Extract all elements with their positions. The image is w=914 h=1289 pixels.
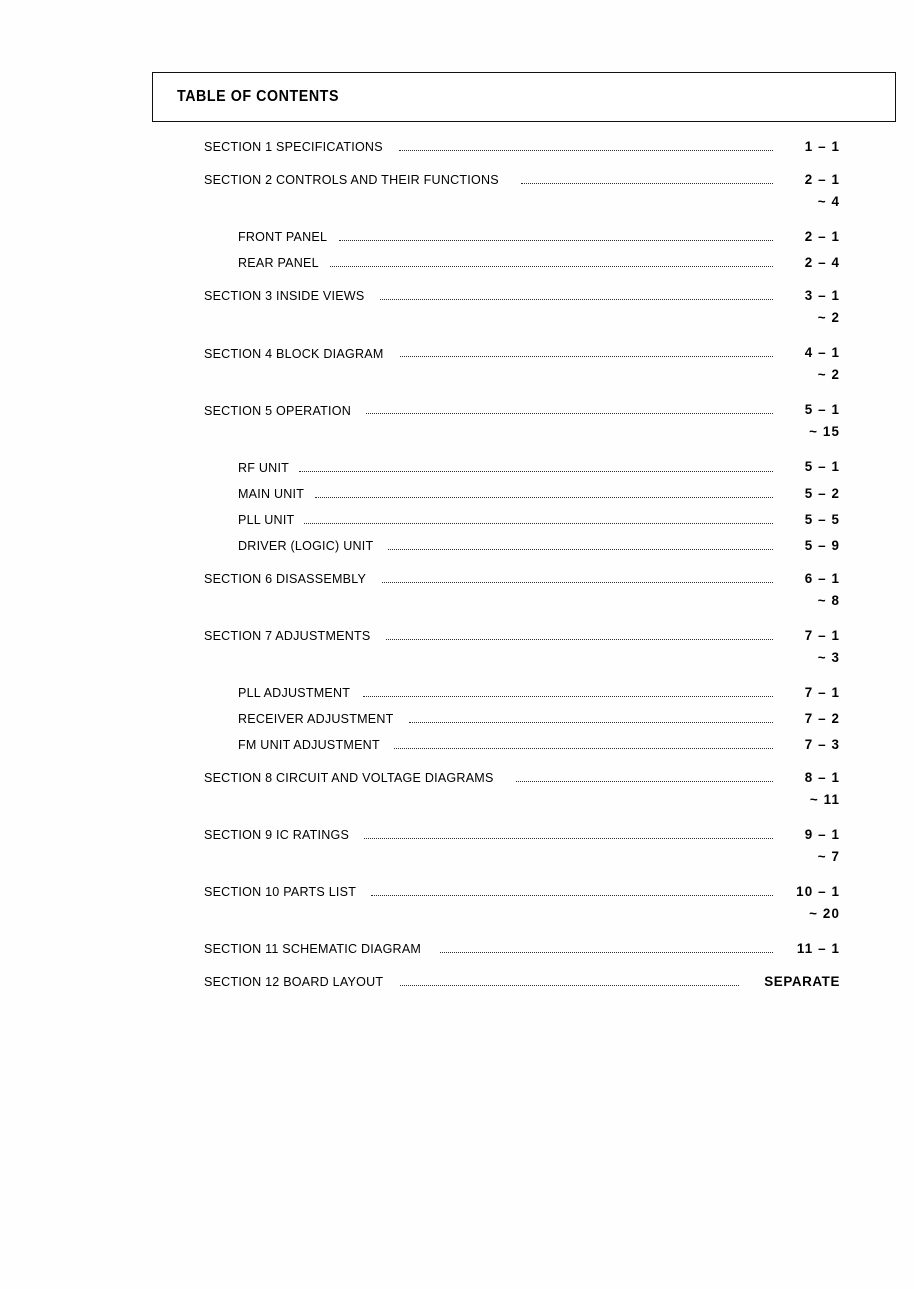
- row-spacer: [0, 527, 914, 539]
- toc-entry-label: [204, 289, 373, 303]
- toc-entry-page-range-end: ~ 4: [817, 194, 840, 210]
- dot-leader: [380, 295, 773, 300]
- toc-entry-label-text: RF UNIT: [238, 459, 290, 475]
- toc-entry[interactable]: [0, 289, 914, 303]
- row-spacer: [0, 726, 914, 738]
- toc-entry-label-text: SECTION 7 ADJUSTMENTS: [204, 627, 371, 643]
- toc-entry[interactable]: [0, 487, 914, 501]
- row-spacer: [0, 553, 914, 572]
- toc-entry[interactable]: [0, 885, 914, 899]
- toc-entry-label-text: SECTION 12 BOARD LAYOUT: [204, 974, 384, 990]
- dot-leader: [399, 146, 773, 151]
- dot-leader: [382, 578, 773, 583]
- toc-entry-label-text: SECTION 4 BLOCK DIAGRAM: [204, 345, 384, 361]
- dot-leader: [315, 493, 773, 498]
- toc-entry-page-number: 9 – 1: [804, 827, 840, 843]
- toc-entry-page-range-continuation: [0, 791, 914, 812]
- toc-entry-page-range-end: ~ 8: [817, 592, 840, 608]
- toc-entry-page-number: 1 – 1: [804, 139, 840, 154]
- toc-entry-label: [204, 885, 364, 899]
- toc-entry-page-range-end: ~ 11: [809, 792, 840, 808]
- toc-entry-page-range-continuation: [0, 592, 914, 613]
- dot-leader: [386, 635, 773, 640]
- dot-leader: [366, 409, 773, 414]
- toc-entry-page-range-end: ~ 3: [817, 649, 840, 665]
- toc-entry-page-range-continuation: [0, 193, 914, 214]
- toc-entry[interactable]: [0, 256, 914, 270]
- table-of-contents-list: [0, 140, 914, 989]
- toc-entry-label: [204, 173, 514, 187]
- toc-entry-page-range-end: ~ 15: [809, 424, 840, 440]
- toc-entry-page-number: 2 – 1: [804, 229, 840, 245]
- row-spacer: [0, 956, 914, 975]
- page-title-text: TABLE OF CONTENTS: [177, 88, 340, 105]
- toc-entry-label-text: MAIN UNIT: [238, 485, 305, 501]
- toc-entry-label: [238, 712, 402, 726]
- toc-entry-page-number: 8 – 1: [804, 770, 840, 785]
- toc-entry-page-number: 5 – 2: [804, 485, 840, 501]
- dot-leader: [394, 744, 773, 749]
- dot-leader: [388, 545, 774, 550]
- toc-entry-label: [204, 404, 359, 418]
- row-spacer: [0, 330, 914, 346]
- toc-entry[interactable]: [0, 346, 914, 360]
- toc-entry-page-number: 2 – 1: [804, 172, 840, 188]
- toc-entry-page-number: 4 – 1: [804, 345, 840, 361]
- row-spacer: [0, 752, 914, 771]
- toc-entry-label-text: RECEIVER ADJUSTMENT: [238, 711, 394, 727]
- toc-entry-page-number: 6 – 1: [804, 570, 840, 586]
- row-spacer: [0, 670, 914, 686]
- toc-entry-label-text: SECTION 3 INSIDE VIEWS: [204, 288, 365, 304]
- toc-entry-label: [238, 738, 387, 752]
- toc-entry-label-text: SECTION 2 CONTROLS AND THEIR FUNCTIONS: [204, 172, 499, 188]
- toc-entry-label: [204, 347, 393, 361]
- toc-entry[interactable]: [0, 686, 914, 700]
- toc-entry-label: [238, 256, 323, 270]
- toc-entry-page-number: 5 – 1: [804, 402, 840, 418]
- toc-entry-page-range-continuation: [0, 905, 914, 926]
- toc-entry-page-number: 2 – 4: [804, 255, 840, 271]
- toc-entry-page-range-continuation: [0, 848, 914, 869]
- dot-leader: [339, 236, 773, 241]
- row-spacer: [0, 154, 914, 173]
- toc-entry-label-text: DRIVER (LOGIC) UNIT: [238, 537, 374, 553]
- row-spacer: [0, 244, 914, 256]
- toc-entry[interactable]: [0, 513, 914, 527]
- toc-entry[interactable]: [0, 771, 914, 785]
- toc-entry-page-range-continuation: [0, 366, 914, 387]
- toc-entry-label: [238, 461, 292, 475]
- toc-entry-page-number: SEPARATE: [764, 974, 840, 990]
- toc-entry-page-number: 3 – 1: [804, 288, 840, 304]
- toc-entry-label: [204, 140, 392, 154]
- toc-entry[interactable]: [0, 975, 914, 989]
- toc-entry[interactable]: [0, 460, 914, 474]
- toc-entry[interactable]: [0, 828, 914, 842]
- toc-entry-label: [238, 686, 356, 700]
- row-spacer: [0, 444, 914, 460]
- toc-entry-label-text: PLL UNIT: [238, 511, 295, 527]
- toc-entry-page-range-continuation: [0, 423, 914, 444]
- toc-entry-label: [204, 771, 509, 785]
- toc-entry-page-number: 7 – 1: [804, 627, 840, 643]
- toc-entry-page-number: 7 – 1: [804, 684, 840, 700]
- dot-leader: [304, 519, 773, 524]
- toc-entry-page-range-end: ~ 2: [817, 310, 840, 326]
- toc-entry-label-text: SECTION 9 IC RATINGS: [204, 827, 350, 843]
- dot-leader: [364, 834, 773, 839]
- toc-entry-label: [238, 539, 381, 553]
- dot-leader: [330, 262, 773, 267]
- toc-entry-label-text: PLL ADJUSTMENT: [238, 685, 351, 701]
- toc-entry[interactable]: [0, 140, 914, 154]
- dot-leader: [409, 718, 773, 723]
- dot-leader: [521, 179, 773, 184]
- dot-leader: [516, 777, 773, 782]
- toc-entry-label-text: FRONT PANEL: [238, 229, 328, 245]
- row-spacer: [0, 869, 914, 885]
- row-spacer: [0, 214, 914, 230]
- toc-entry-label-text: SECTION 10 PARTS LIST: [204, 884, 357, 900]
- toc-entry-label-text: SECTION 6 DISASSEMBLY: [204, 570, 367, 586]
- row-spacer: [0, 475, 914, 487]
- toc-entry-page-range-continuation: [0, 309, 914, 330]
- row-spacer: [0, 387, 914, 403]
- dot-leader: [363, 692, 773, 697]
- toc-entry[interactable]: [0, 629, 914, 643]
- toc-entry[interactable]: [0, 230, 914, 244]
- dot-leader: [371, 891, 773, 896]
- toc-entry-label: [238, 230, 332, 244]
- toc-entry-page-range-end: ~ 20: [809, 906, 840, 922]
- toc-entry-label: [204, 629, 379, 643]
- toc-entry-label-text: SECTION 5 OPERATION: [204, 402, 351, 418]
- toc-entry-label: [204, 942, 433, 956]
- toc-entry-label: [204, 572, 375, 586]
- toc-entry-page-number: 7 – 2: [804, 710, 840, 726]
- toc-entry[interactable]: [0, 403, 914, 417]
- toc-entry-page-range-continuation: [0, 649, 914, 670]
- toc-entry-label-text: FM UNIT ADJUSTMENT: [238, 737, 380, 753]
- toc-entry-label-text: REAR PANEL: [238, 255, 319, 271]
- toc-entry-page-range-end: ~ 7: [817, 849, 840, 865]
- toc-entry-label: [238, 513, 297, 527]
- toc-entry-page-range-end: ~ 2: [817, 367, 840, 383]
- toc-entry-label-text: SECTION 8 CIRCUIT AND VOLTAGE DIAGRAMS: [204, 770, 494, 786]
- toc-entry-page-number: 5 – 9: [804, 537, 840, 553]
- toc-entry-page-number: 5 – 5: [804, 511, 840, 527]
- toc-entry[interactable]: [0, 572, 914, 586]
- toc-entry-label: [204, 975, 393, 989]
- toc-entry-label-text: SECTION 1 SPECIFICATIONS: [204, 139, 383, 155]
- toc-entry[interactable]: [0, 942, 914, 956]
- toc-entry-label: [204, 828, 357, 842]
- page-title: [177, 88, 353, 106]
- row-spacer: [0, 926, 914, 942]
- row-spacer: [0, 812, 914, 828]
- toc-entry[interactable]: [0, 173, 914, 187]
- toc-entry[interactable]: [0, 738, 914, 752]
- toc-entry-page-number: 5 – 1: [804, 459, 840, 475]
- table-of-contents-header-box: [152, 72, 896, 122]
- dot-leader: [400, 981, 739, 986]
- row-spacer: [0, 613, 914, 629]
- row-spacer: [0, 501, 914, 513]
- dot-leader: [400, 352, 773, 357]
- toc-entry-label-text: SECTION 11 SCHEMATIC DIAGRAM: [204, 941, 422, 957]
- toc-entry[interactable]: [0, 539, 914, 553]
- row-spacer: [0, 270, 914, 289]
- toc-entry-page-number: 11 – 1: [796, 941, 840, 957]
- toc-entry[interactable]: [0, 712, 914, 726]
- toc-entry-page-number: 10 – 1: [796, 884, 840, 900]
- row-spacer: [0, 700, 914, 712]
- dot-leader: [440, 948, 773, 953]
- toc-entry-page-number: 7 – 3: [804, 736, 840, 752]
- toc-entry-label: [238, 487, 308, 501]
- dot-leader: [299, 467, 773, 472]
